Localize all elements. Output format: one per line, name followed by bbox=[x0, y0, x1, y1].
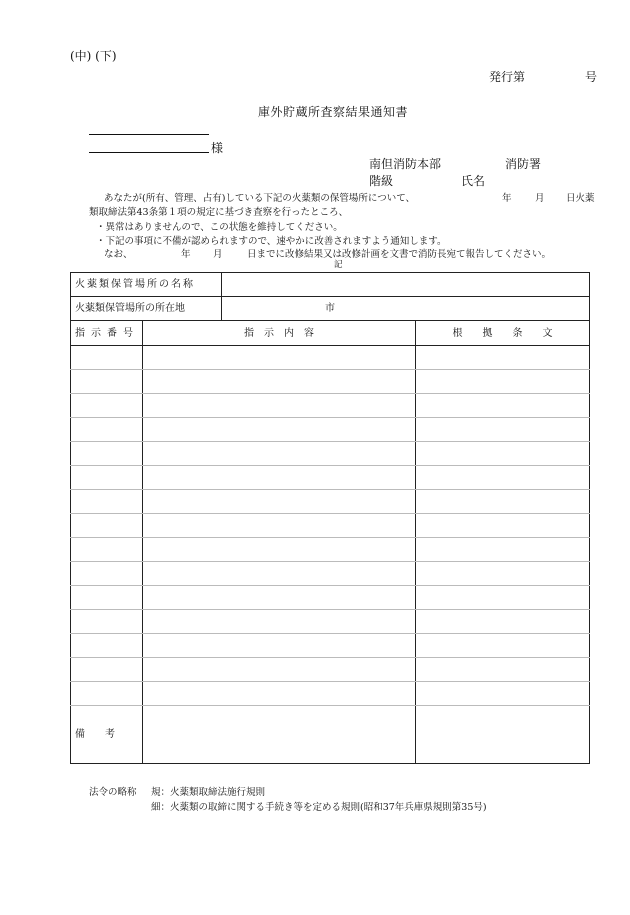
storage-location-city: 市 bbox=[222, 297, 590, 321]
note-year: 年 bbox=[181, 249, 191, 260]
table-row bbox=[71, 514, 590, 538]
storage-location-label: 火薬類保管場所の所在地 bbox=[71, 297, 222, 321]
col-instruction-content: 指 示 内 容 bbox=[143, 321, 416, 346]
remarks-label: 備 考 bbox=[71, 706, 143, 764]
body-line-1-day: 日火薬 bbox=[566, 193, 595, 204]
page-marks: (中) (下) bbox=[70, 49, 117, 63]
abbrev-rule-1: 規：火薬類取締法施行規則 bbox=[151, 787, 266, 798]
table-row bbox=[71, 562, 590, 586]
table-row bbox=[71, 442, 590, 466]
note-prefix: なお、 bbox=[104, 249, 133, 260]
column-header-row bbox=[71, 321, 590, 346]
issue-number-prefix: 発行第 bbox=[489, 70, 526, 84]
table-row bbox=[71, 658, 590, 682]
body-line-1-month: 月 bbox=[535, 193, 545, 204]
table-row bbox=[71, 538, 590, 562]
fire-station: 消防署 bbox=[505, 157, 542, 171]
note-month: 月 bbox=[213, 249, 223, 260]
table-row bbox=[71, 490, 590, 514]
bullet-no-issue: ・異常はありませんので、この状態を維持してください。 bbox=[96, 222, 343, 233]
table-row bbox=[71, 466, 590, 490]
rank-label: 階級 bbox=[369, 174, 394, 188]
remarks-basis bbox=[416, 706, 590, 764]
storage-name-row bbox=[71, 273, 590, 297]
storage-name-value bbox=[222, 273, 590, 297]
table-row bbox=[71, 394, 590, 418]
document-title: 庫外貯蔵所査察結果通知書 bbox=[258, 105, 409, 119]
table-row bbox=[71, 418, 590, 442]
abbrev-rule-2: 細：火薬類の取締に関する手続き等を定める規則(昭和37年兵庫県規則第35号) bbox=[151, 802, 487, 813]
abbrev-label: 法令の略称 bbox=[89, 787, 137, 798]
remarks-content bbox=[143, 706, 416, 764]
inspection-table bbox=[70, 272, 590, 764]
issue-number-suffix: 号 bbox=[585, 70, 598, 84]
bullet-deficiency: ・下記の事項に不備が認められますので、速やかに改善されますよう通知します。 bbox=[96, 236, 447, 247]
table-row bbox=[71, 682, 590, 706]
note-rest: 日までに改修結果又は改修計画を文書で消防長宛て報告してください。 bbox=[247, 249, 552, 260]
recipient-line-2 bbox=[89, 152, 209, 153]
storage-location-row bbox=[71, 297, 590, 321]
body-line-1-year: 年 bbox=[502, 193, 512, 204]
table-row bbox=[71, 370, 590, 394]
table-row bbox=[71, 346, 590, 370]
recipient-line-1 bbox=[89, 134, 209, 135]
storage-name-label: 火薬類保管場所の名称 bbox=[71, 273, 222, 297]
name-label: 氏名 bbox=[461, 174, 486, 188]
table-row bbox=[71, 586, 590, 610]
table-row bbox=[71, 634, 590, 658]
table-row bbox=[71, 610, 590, 634]
recipient-honorific: 様 bbox=[211, 141, 224, 155]
ki-mark: 記 bbox=[334, 260, 343, 270]
col-instruction-no: 指示番号 bbox=[71, 321, 143, 346]
body-line-2: 類取締法第43条第１項の規定に基づき査察を行ったところ、 bbox=[89, 207, 349, 218]
col-basis: 根 拠 条 文 bbox=[416, 321, 590, 346]
fire-headquarters: 南但消防本部 bbox=[369, 157, 442, 171]
body-line-1: あなたが(所有、管理、占有)している下記の火薬類の保管場所について、 bbox=[104, 193, 416, 204]
remarks-row bbox=[71, 706, 590, 764]
